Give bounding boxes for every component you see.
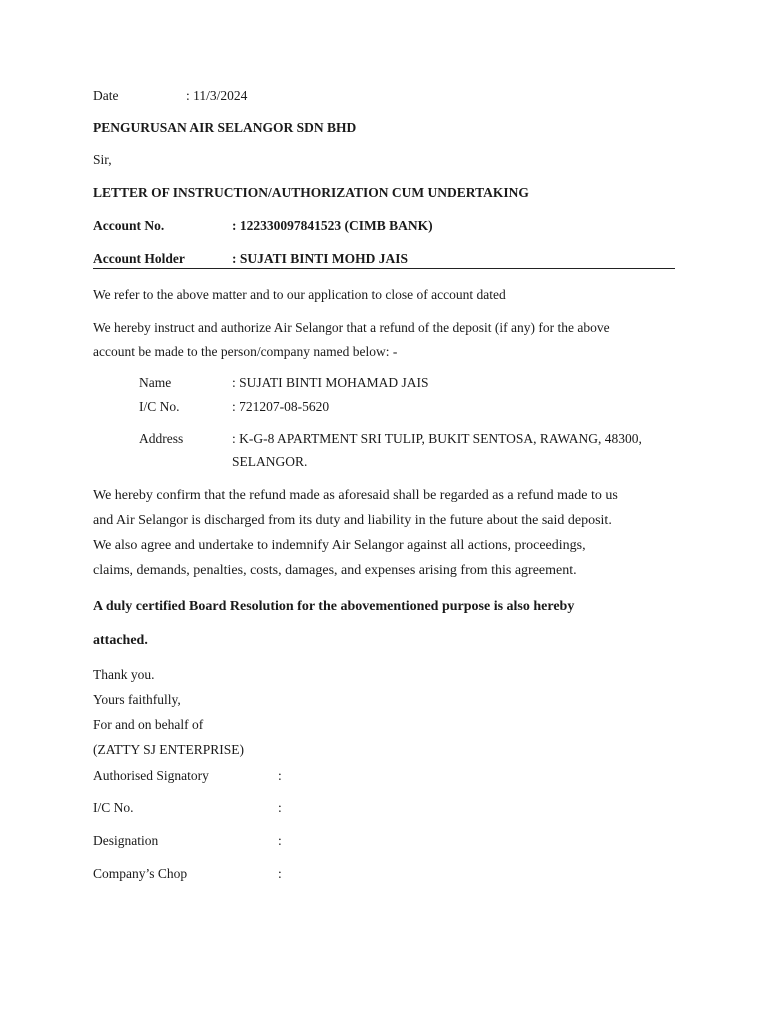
designation-colon: : [278,833,282,848]
payee-ic-label: I/C No. [139,399,180,414]
subject: LETTER OF INSTRUCTION/AUTHORIZATION CUM UNDERTAKING [93,185,529,200]
paragraph-refer: We refer to the above matter and to our application to close of account dated [93,287,506,302]
resolution-line2: attached. [93,633,148,648]
account-no-label: Account No. [93,218,165,233]
paragraph-confirm-line4: claims, demands, penalties, costs, damages, and expenses arising from this agreement. [93,563,577,578]
account-holder-value: : SUJATI BINTI MOHD JAIS [232,251,409,266]
payee-name-label: Name [139,375,172,390]
company-chop-colon: : [278,866,282,881]
paragraph-instruct-line1: We hereby instruct and authorize Air Selangor that a refund of the deposit (if any) for the above [93,320,610,335]
payee-address-line1: : K-G-8 APARTMENT SRI TULIP, BUKIT SENTOSA, RAWANG, 48300, [232,431,642,446]
payee-address-label: Address [139,431,184,446]
closing-thanks: Thank you. [93,667,155,682]
payee-address-line2: SELANGOR. [232,454,308,469]
paragraph-confirm-line3: We also agree and undertake to indemnify Air Selangor against all actions, proceedings, [93,538,586,553]
signatory-ic-label: I/C No. [93,800,134,815]
closing-behalf: For and on behalf of [93,717,204,732]
designation-label: Designation [93,833,159,848]
date-value: : 11/3/2024 [186,88,248,103]
signatory-ic-colon: : [278,800,282,815]
signatory-colon: : [278,768,282,783]
paragraph-confirm-line2: and Air Selangor is discharged from its duty and liability in the future about the said deposit. [93,513,612,528]
header-divider [93,268,675,269]
resolution-line1: A duly certified Board Resolution for the abovementioned purpose is also hereby [93,599,575,614]
account-holder-label: Account Holder [93,251,185,266]
account-no-value: : 122330097841523 (CIMB BANK) [232,218,433,233]
date-label: Date [93,88,119,103]
closing-yours: Yours faithfully, [93,692,181,707]
payee-ic-value: : 721207-08-5620 [232,399,330,414]
recipient: PENGURUSAN AIR SELANGOR SDN BHD [93,120,357,135]
paragraph-instruct-line2: account be made to the person/company named below: - [93,344,398,359]
salutation: Sir, [93,152,112,167]
company-chop-label: Company’s Chop [93,866,188,881]
closing-company: (ZATTY SJ ENTERPRISE) [93,742,244,757]
signatory-label: Authorised Signatory [93,768,209,783]
paragraph-confirm-line1: We hereby confirm that the refund made as aforesaid shall be regarded as a refund made to us [93,488,618,503]
payee-name-value: : SUJATI BINTI MOHAMAD JAIS [232,375,429,390]
